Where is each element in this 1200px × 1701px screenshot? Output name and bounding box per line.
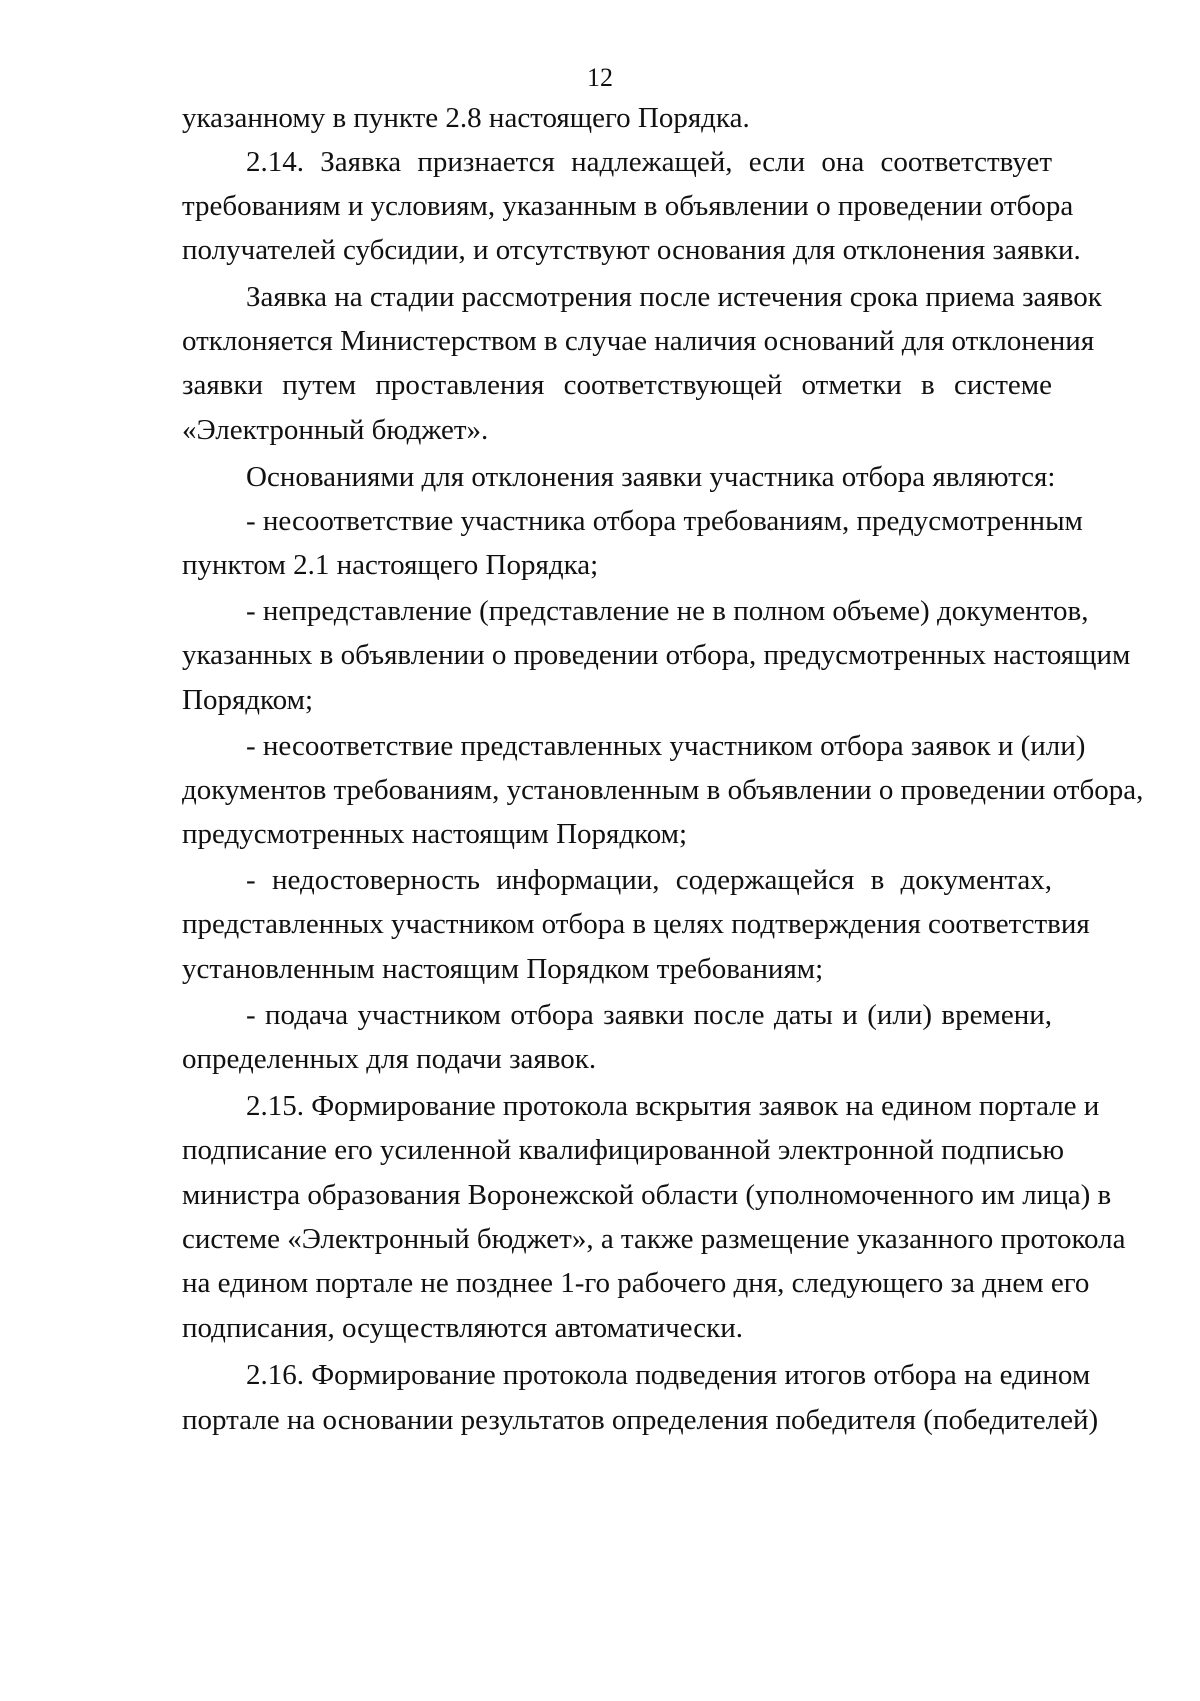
text-line: - недостоверность информации, содержащейся в документах, bbox=[246, 864, 1052, 896]
text-line: - несоответствие участника отбора требованиям, предусмотренным bbox=[246, 505, 1083, 537]
text-line: пунктом 2.1 настоящего Порядка; bbox=[182, 549, 599, 581]
text-line: подписания, осуществляются автоматически. bbox=[182, 1312, 743, 1344]
text-line: Основаниями для отклонения заявки участника отбора являются: bbox=[246, 461, 1056, 493]
text-line: документов требованиям, установленным в объявлении о проведении отбора, bbox=[182, 774, 1144, 806]
text-line: Заявка на стадии рассмотрения после истечения срока приема заявок bbox=[246, 281, 1102, 313]
page-number: 12 bbox=[587, 63, 613, 92]
text-line: - подача участником отбора заявки после даты и (или) времени, bbox=[246, 999, 1052, 1031]
text-line: заявки путем проставления соответствующей отметки в системе bbox=[182, 369, 1052, 401]
text-line: отклоняется Министерством в случае наличия оснований для отклонения bbox=[182, 325, 1095, 357]
text-line: установленным настоящим Порядком требованиям; bbox=[182, 953, 824, 985]
text-line: системе «Электронный бюджет», а также размещение указанного протокола bbox=[182, 1223, 1126, 1255]
text-line: получателей субсидии, и отсутствуют основания для отклонения заявки. bbox=[182, 234, 1081, 266]
text-line: указанных в объявлении о проведении отбора, предусмотренных настоящим bbox=[182, 639, 1131, 671]
text-line: - непредставление (представление не в полном объеме) документов, bbox=[246, 595, 1089, 627]
text-line: 2.16. Формирование протокола подведения итогов отбора на едином bbox=[246, 1359, 1091, 1391]
text-line: «Электронный бюджет». bbox=[182, 414, 489, 446]
text-line: 2.14. Заявка признается надлежащей, если она соответствует bbox=[246, 146, 1052, 178]
text-line: портале на основании результатов определения победителя (победителей) bbox=[182, 1404, 1099, 1436]
text-line: - несоответствие представленных участником отбора заявок и (или) bbox=[246, 730, 1086, 762]
text-line: подписание его усиленной квалифицированной электронной подписью bbox=[182, 1134, 1064, 1166]
text-line: министра образования Воронежской области (уполномоченного им лица) в bbox=[182, 1179, 1112, 1211]
text-line: представленных участником отбора в целях подтверждения соответствия bbox=[182, 908, 1090, 940]
text-line: 2.15. Формирование протокола вскрытия заявок на едином портале и bbox=[246, 1090, 1100, 1122]
text-line: Порядком; bbox=[182, 684, 314, 716]
text-line: на едином портале не позднее 1-го рабочего дня, следующего за днем его bbox=[182, 1267, 1090, 1299]
text-line: требованиям и условиям, указанным в объявлении о проведении отбора bbox=[182, 190, 1074, 222]
text-line: определенных для подачи заявок. bbox=[182, 1043, 597, 1075]
text-line: указанному в пункте 2.8 настоящего Порядка. bbox=[182, 102, 750, 134]
text-line: предусмотренных настоящим Порядком; bbox=[182, 818, 688, 850]
